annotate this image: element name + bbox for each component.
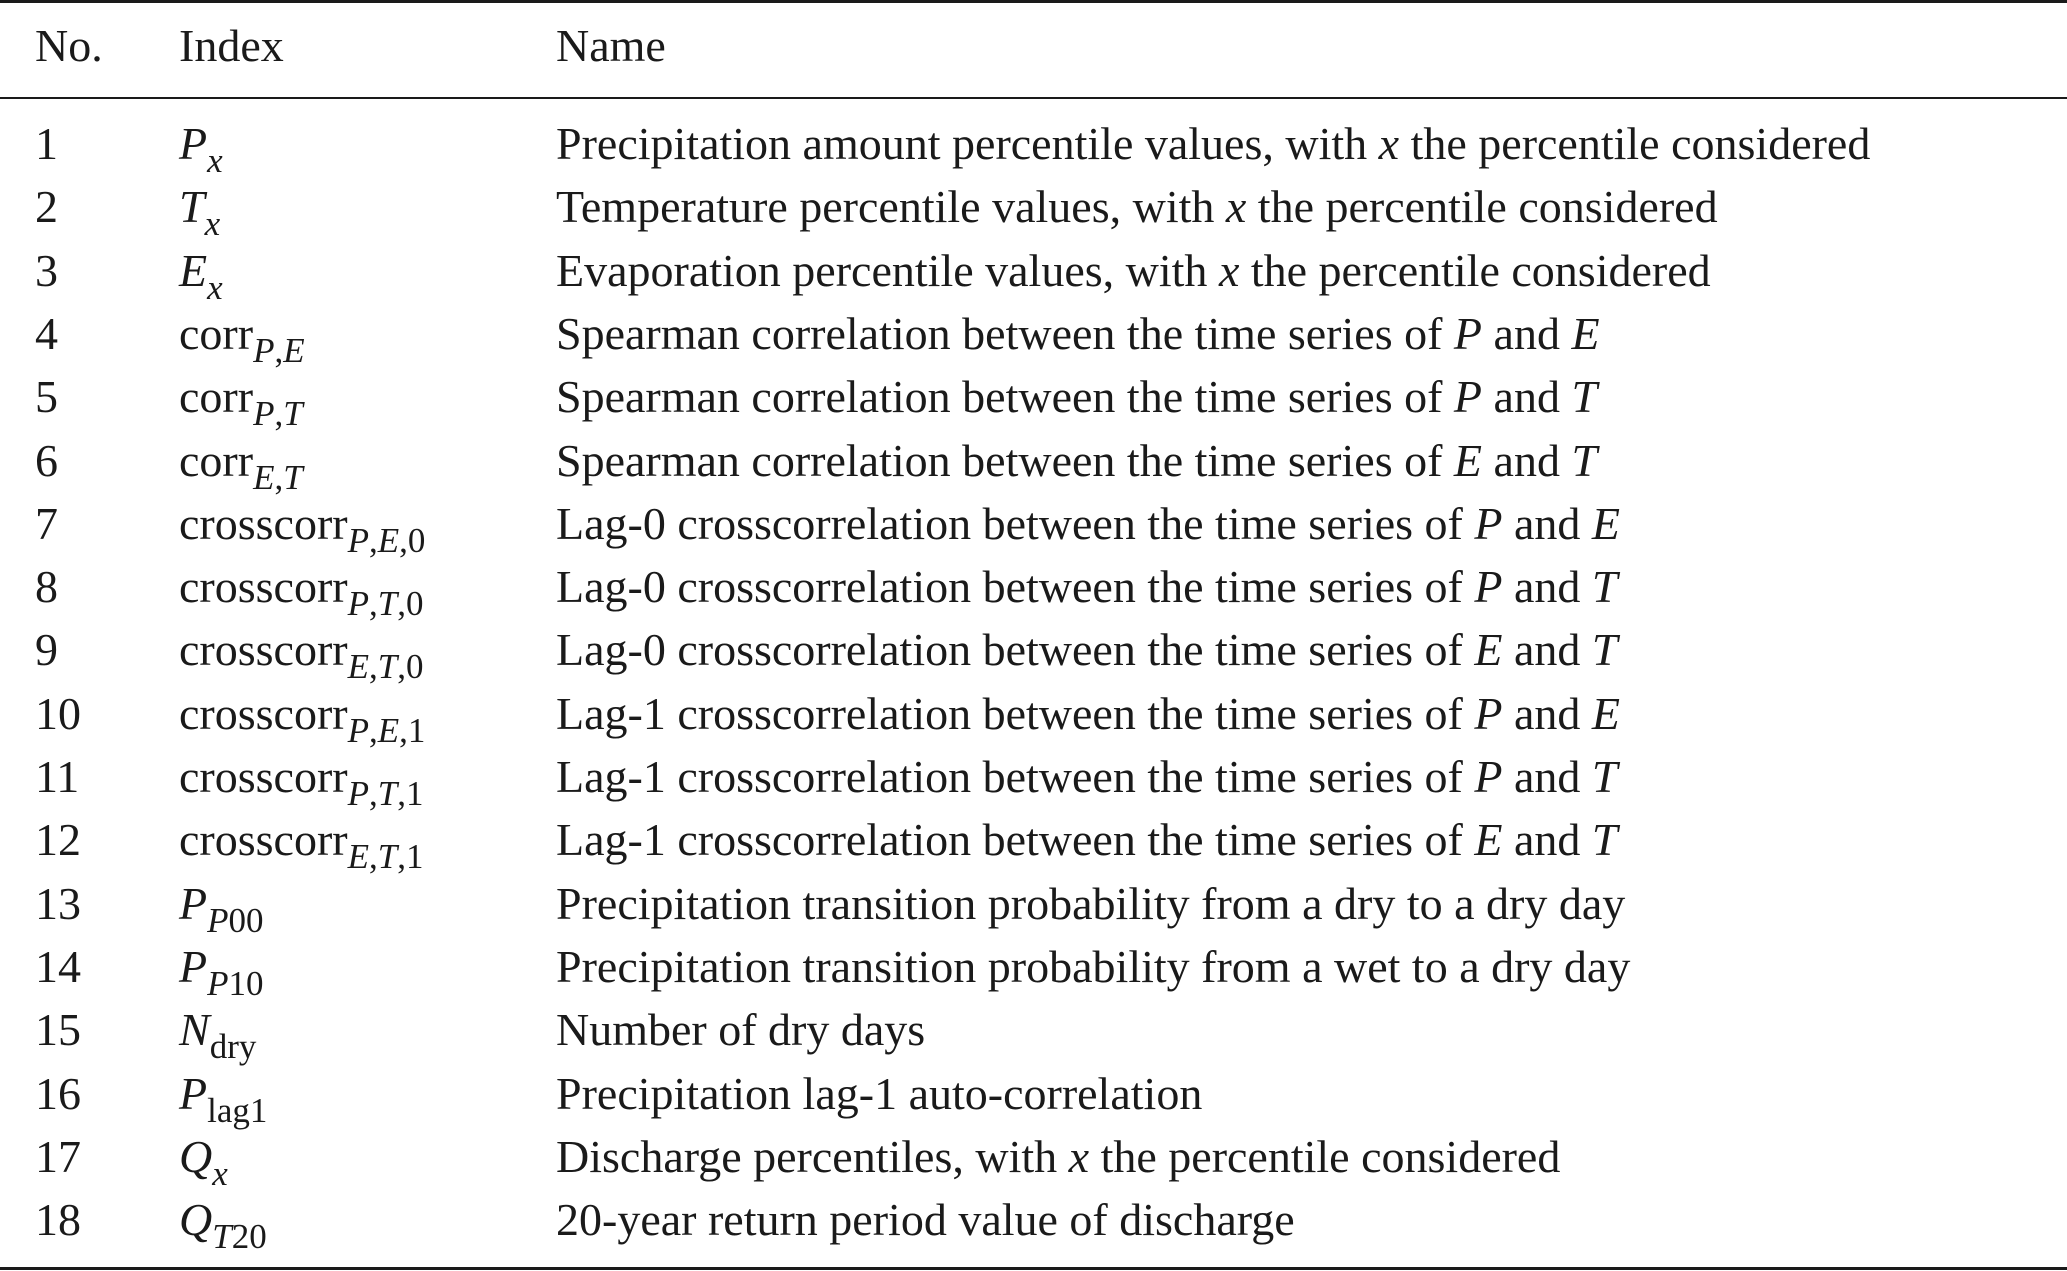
index-subscript — [348, 584, 424, 623]
name-part: Number of dry days — [556, 1004, 926, 1055]
name-part: P — [1474, 561, 1503, 612]
row-name — [556, 1066, 1202, 1122]
index-subscript — [348, 774, 424, 813]
index-subscript-part: dry — [209, 1027, 257, 1066]
index-subscript — [207, 901, 263, 940]
index-subscript-part: P — [347, 774, 369, 813]
header-no: No. — [35, 20, 103, 71]
row-number: 2 — [35, 181, 58, 232]
index-subscript-part: T — [283, 458, 303, 497]
name-part: x — [1225, 181, 1247, 232]
name-part: the percentile considered — [1239, 245, 1711, 296]
row-name — [556, 812, 1618, 868]
index-subscript — [348, 711, 426, 750]
row-number: 3 — [35, 245, 58, 296]
header-rule — [0, 97, 2067, 99]
index-subscript — [253, 394, 303, 433]
name-part: E — [1474, 624, 1503, 675]
index-subscript-part: P — [207, 964, 229, 1003]
name-part: Spearman correlation between the time series of — [556, 308, 1454, 359]
index-base: Q — [179, 1194, 213, 1245]
row-index-symbol — [179, 1129, 228, 1193]
index-subscript-part: ,1 — [397, 837, 424, 876]
name-part: and — [1482, 435, 1572, 486]
index-subscript-part: P — [253, 331, 275, 370]
index-subscript-part: ,1 — [397, 774, 424, 813]
name-part: Discharge percentiles, with — [556, 1131, 1069, 1182]
index-subscript-part: E — [283, 331, 305, 370]
index-subscript-part: lag1 — [207, 1091, 268, 1130]
index-base: T — [179, 181, 205, 232]
index-subscript — [207, 141, 223, 180]
index-subscript-part: T — [212, 1217, 232, 1256]
name-part: P — [1453, 308, 1483, 359]
name-part: Precipitation lag-1 auto-correlation — [556, 1068, 1203, 1119]
index-base: P — [179, 118, 208, 169]
index-subscript-part: ,0 — [397, 584, 424, 623]
row-name — [556, 686, 1620, 742]
index-base: corr — [179, 371, 254, 422]
row-index-symbol — [179, 179, 221, 243]
row-index-symbol — [179, 812, 424, 876]
name-part: Precipitation amount percentile values, with — [556, 118, 1379, 169]
row-number: 6 — [35, 435, 58, 486]
name-part: E — [1571, 308, 1600, 359]
row-index-symbol — [179, 306, 305, 370]
name-part: the percentile considered — [1246, 181, 1718, 232]
index-subscript — [207, 964, 263, 1003]
index-subscript — [348, 647, 424, 686]
row-index-symbol — [179, 243, 223, 307]
row-number: 1 — [35, 118, 58, 169]
name-part: T — [1571, 371, 1598, 422]
row-name — [556, 306, 1600, 362]
row-index-symbol — [179, 622, 424, 686]
row-number: 10 — [35, 688, 81, 739]
row-number: 7 — [35, 498, 58, 549]
index-subscript — [348, 837, 424, 876]
name-part: T — [1591, 561, 1618, 612]
index-base: crosscorr — [179, 688, 348, 739]
row-name — [556, 1129, 1560, 1185]
name-part: and — [1482, 308, 1572, 359]
index-base: Q — [179, 1131, 213, 1182]
index-subscript-part: x — [204, 204, 221, 243]
name-part: and — [1502, 814, 1592, 865]
name-part: Spearman correlation between the time series of — [556, 371, 1454, 422]
name-part: E — [1591, 688, 1621, 739]
index-subscript — [212, 1154, 228, 1193]
row-number: 18 — [35, 1194, 81, 1245]
index-subscript-part: P — [347, 584, 369, 623]
index-subscript-part: E — [377, 711, 400, 750]
name-part: T — [1591, 814, 1618, 865]
index-subscript-part: T — [283, 394, 303, 433]
row-index-symbol — [179, 433, 303, 497]
index-subscript-part: E — [253, 458, 275, 497]
row-index-symbol — [179, 1066, 268, 1130]
name-part: T — [1571, 435, 1598, 486]
row-index-symbol — [179, 686, 426, 750]
row-number: 5 — [35, 371, 58, 422]
index-subscript — [348, 521, 426, 560]
index-base: crosscorr — [179, 561, 348, 612]
top-rule — [0, 0, 2067, 3]
name-part: Spearman correlation between the time series of — [556, 435, 1454, 486]
name-part: and — [1502, 498, 1592, 549]
name-part: Lag-0 crosscorrelation between the time series of — [556, 561, 1475, 612]
name-part: T — [1591, 624, 1618, 675]
index-subscript-part: 00 — [228, 901, 264, 940]
name-part: Lag-1 crosscorrelation between the time series of — [556, 751, 1475, 802]
row-index-symbol — [179, 749, 424, 813]
name-part: and — [1502, 561, 1592, 612]
index-subscript-part: x — [207, 141, 223, 180]
index-subscript — [205, 204, 221, 243]
index-base: crosscorr — [179, 751, 348, 802]
name-part: E — [1591, 498, 1621, 549]
index-subscript-part: , — [368, 521, 378, 560]
name-part: x — [1218, 245, 1240, 296]
row-name — [556, 496, 1620, 552]
name-part: T — [1591, 751, 1618, 802]
row-name — [556, 179, 1718, 235]
name-part: the percentile considered — [1089, 1131, 1561, 1182]
row-index-symbol — [179, 116, 223, 180]
row-number: 8 — [35, 561, 58, 612]
header-index: Index — [179, 20, 284, 71]
row-index-symbol — [179, 1002, 257, 1066]
row-number: 11 — [35, 751, 80, 802]
name-part: P — [1453, 371, 1483, 422]
name-part: and — [1482, 371, 1572, 422]
index-base: E — [179, 245, 208, 296]
row-name — [556, 622, 1618, 678]
index-subscript-part: , — [368, 837, 378, 876]
index-subscript-part: P — [207, 901, 229, 940]
index-subscript-part: T — [377, 584, 398, 623]
index-base: crosscorr — [179, 498, 348, 549]
row-name — [556, 876, 1625, 932]
name-part: x — [1378, 118, 1400, 169]
index-subscript-part: x — [207, 268, 223, 307]
row-index-symbol — [179, 939, 264, 1003]
row-name — [556, 749, 1618, 805]
name-part: P — [1474, 751, 1503, 802]
row-number: 13 — [35, 878, 81, 929]
name-part: Temperature percentile values, with — [556, 181, 1226, 232]
row-name — [556, 433, 1597, 489]
index-base: crosscorr — [179, 624, 348, 675]
index-subscript-part: , — [274, 458, 284, 497]
index-subscript — [253, 458, 303, 497]
index-base: corr — [179, 308, 254, 359]
name-part: Precipitation transition probability from a wet to a dry day — [556, 941, 1631, 992]
name-part: E — [1453, 435, 1483, 486]
row-number: 14 — [35, 941, 81, 992]
index-subscript-part: 20 — [231, 1217, 267, 1256]
name-part: and — [1502, 688, 1592, 739]
index-subscript-part: P — [347, 521, 369, 560]
name-part: Precipitation transition probability from a dry to a dry day — [556, 878, 1626, 929]
index-subscript-part: E — [347, 837, 369, 876]
index-subscript-part: P — [347, 711, 369, 750]
index-subscript-part: E — [347, 647, 369, 686]
index-subscript — [210, 1027, 257, 1066]
row-number: 4 — [35, 308, 58, 359]
bottom-rule — [0, 1267, 2067, 1270]
index-subscript-part: , — [368, 647, 378, 686]
row-index-symbol — [179, 876, 264, 940]
index-subscript-part: , — [274, 331, 284, 370]
row-number: 9 — [35, 624, 58, 675]
index-subscript-part: ,0 — [397, 647, 424, 686]
index-subscript — [253, 331, 305, 370]
name-part: P — [1474, 498, 1503, 549]
name-part: the percentile considered — [1399, 118, 1871, 169]
row-name — [556, 243, 1711, 299]
index-base: N — [179, 1004, 210, 1055]
row-name — [556, 116, 1870, 172]
index-subscript-part: E — [377, 521, 400, 560]
row-index-symbol — [179, 559, 424, 623]
row-index-symbol — [179, 496, 426, 560]
row-number: 16 — [35, 1068, 81, 1119]
index-subscript-part: ,1 — [399, 711, 426, 750]
row-name — [556, 559, 1618, 615]
index-base: P — [179, 941, 208, 992]
name-part: Lag-0 crosscorrelation between the time series of — [556, 498, 1475, 549]
row-name — [556, 1192, 1295, 1248]
name-part: 20-year return period value of discharge — [556, 1194, 1295, 1245]
row-index-symbol — [179, 1192, 267, 1256]
name-part: x — [1068, 1131, 1090, 1182]
row-number: 15 — [35, 1004, 81, 1055]
index-subscript — [207, 268, 223, 307]
name-part: Lag-1 crosscorrelation between the time series of — [556, 688, 1475, 739]
index-subscript-part: , — [274, 394, 284, 433]
row-name — [556, 369, 1597, 425]
index-subscript-part: , — [368, 774, 378, 813]
row-name — [556, 1002, 925, 1058]
index-base: crosscorr — [179, 814, 348, 865]
index-base: P — [179, 878, 208, 929]
name-part: P — [1474, 688, 1503, 739]
header-name: Name — [556, 20, 666, 71]
index-subscript-part: T — [377, 837, 398, 876]
index-subscript-part: ,0 — [399, 521, 426, 560]
index-subscript-part: , — [368, 711, 378, 750]
name-part: Lag-1 crosscorrelation between the time series of — [556, 814, 1475, 865]
index-subscript-part: P — [253, 394, 275, 433]
name-part: and — [1502, 751, 1592, 802]
index-subscript-part: 10 — [228, 964, 264, 1003]
row-number: 17 — [35, 1131, 81, 1182]
row-index-symbol — [179, 369, 303, 433]
index-base: P — [179, 1068, 208, 1119]
index-subscript-part: x — [212, 1154, 228, 1193]
index-subscript-part: T — [377, 774, 398, 813]
name-part: E — [1474, 814, 1503, 865]
index-base: corr — [179, 435, 254, 486]
index-subscript — [212, 1217, 266, 1256]
name-part: and — [1502, 624, 1592, 675]
name-part: Evaporation percentile values, with — [556, 245, 1219, 296]
index-subscript — [207, 1091, 267, 1130]
row-name — [556, 939, 1630, 995]
row-number: 12 — [35, 814, 81, 865]
index-subscript-part: T — [377, 647, 398, 686]
index-subscript-part: , — [368, 584, 378, 623]
name-part: Lag-0 crosscorrelation between the time series of — [556, 624, 1475, 675]
